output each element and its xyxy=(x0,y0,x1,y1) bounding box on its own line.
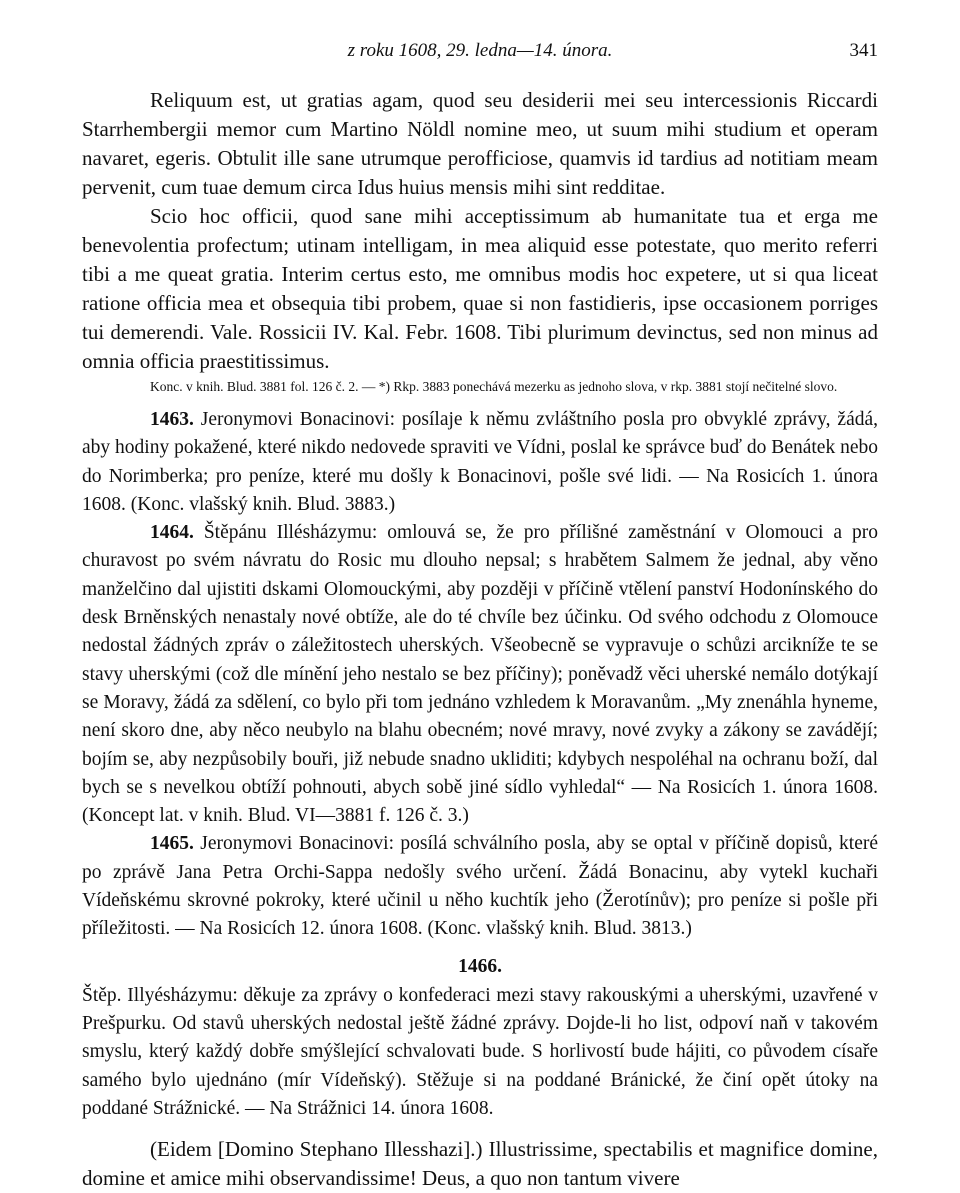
page-header xyxy=(82,40,878,68)
entry-number: 1464. xyxy=(150,522,194,544)
entry-text: Jeronymovi Bonacinovi: posílá schválního posla, aby se optal v příčině dopisů, které po zprávě Jana Petra Orchi-Sappa nedošly svého určení. Žádá Bonacinu, aby vytekl kuchaři Vídeňskému skrovné pokroky, které učinil u něho kuchtík jeho (Žerotínův); pro peníze si pošle při příležitosti. — Na Rosicích 12. února 1608. (Konc. vlašský knih. Blud. 3813.) xyxy=(82,833,878,940)
letter-paragraph: Reliquum est, ut gratias agam, quod seu desiderii mei seu intercessionis Riccardi Starrhembergii memor cum Martino Nöldl nomine meo, ut suum mihi studium et operam navaret, egeris. Obtulit ille sane utrumque perofficiose, quamvis id tardius ad notitiam meam pervenit, cum tuae demum circa Idus huius mensis mihi sint redditae. xyxy=(82,88,878,199)
page-number: 341 xyxy=(849,40,878,61)
footnote: Konc. v knih. Blud. 3881 fol. 126 č. 2. — *) Rkp. 3883 ponechává mezerku as jednoho slova, v rkp. 3881 stojí nečitelné slovo. xyxy=(150,379,838,394)
regest-entry-1466: Štěp. Illyésházymu: děkuje za zprávy o konfederaci mezi stavy rakouskými a uherskými, uzavřené v Prešpurku. Od stavů uherských nedostal ještě žádné zprávy. Dojde-li ho list, odpoví naň v takovém smyslu, který každý dobře smýšlející schvalovati bude. S horlivostí bude hájiti, co původem císaře samého bylo ujednáno (mír Vídeňský). Stěžuje si na poddané Bránické, že činí opět útoky na poddané Strážnické. — Na Strážnici 14. února 1608. xyxy=(82,984,878,1119)
letter-opening: (Eidem [Domino Stephano Illesshazi].) Illustrissime, spectabilis et magnifice domine, domine et amice mihi observandissime! Deus, a quo non tantum vivere xyxy=(82,1137,878,1191)
entry-text: Jeronymovi Bonacinovi: posílaje k němu zvláštního posla pro obvyklé zprávy, žádá, aby hodiny pokažené, které nikdo nedovede spraviti ve Vídni, poslal ke správce buď do Benátek nebo do Norimberka; pro peníze, které mu došly k Bonacinovi, pošle své lidi. — Na Rosicích 1. února 1608. (Konc. vlašský knih. Blud. 3883.) xyxy=(82,409,878,515)
entry-heading-1466: 1466. xyxy=(458,955,502,977)
regest-entry-1463 xyxy=(82,406,878,519)
regest-entry-1464 xyxy=(82,519,878,830)
entry-text: Štěpánu Illésházymu: omlouvá se, že pro přílišné zaměstnání v Olomouci a pro churavost po svém návratu do Rosic mu dlouho nepsal; s hrabětem Salmem že jednal, aby věno manželčino dal ujistiti dskami Olomouckými, aby později v příčině vtělení panství Hodonínského do desk Brněnských nenastaly nové obtíže, ale do té chvíle bez účinku. Od svého odchodu z Olomouce nedostal žádných zpráv o záležitostech uherských. Všeobecně se vypravuje o schůzi arcikníže te se stavy uherskými (což dle mínění jeho nestalo se bez příčiny); poněvadž věci uherské nemálo dotýkají se Moravy, žádá za sdělení, co bylo při tom jednáno vzhledem k Moravanům. „My znenáhla hyneme, není skoro dne, aby něco neubylo na blahu obecném; nové mravy, nové zvyky a zákony se zavádějí; bojím se, aby nezpůsobily bouři, již nebude snadno ukliditi; kdybych nespoléhal na ochranu boží, dal bych se s nevelkou obtíží pohnouti, abych sobě jiné sídlo vyhledal“ — Na Rosicích 1. února 1608. (Koncept lat. v knih. Blud. VI—3881 f. 126 č. 3.) xyxy=(82,522,878,827)
body-text xyxy=(82,86,878,1193)
entry-number: 1465. xyxy=(150,833,194,855)
entry-number: 1463. xyxy=(150,409,194,430)
running-title: z roku 1608, 29. ledna—14. února. xyxy=(347,40,613,61)
regest-entry-1465 xyxy=(82,830,878,943)
letter-paragraph: Scio hoc officii, quod sane mihi acceptissimum ab humanitate tua et erga me benevolentia profectum; utinam intelligam, in mea aliquid esse potestate, quo merito referri tibi a me queat gratia. Interim certus esto, me omnibus modis hoc expetere, ut si qua liceat ratione officia mea et obsequia tibi probem, quae si non fastidieris, ipse occasionem porriges tui demerendi. Vale. Rossicii IV. Kal. Febr. 1608. Tibi plurimum devinctus, sed non minus ad omnia officia praestitissimus. xyxy=(82,204,878,373)
